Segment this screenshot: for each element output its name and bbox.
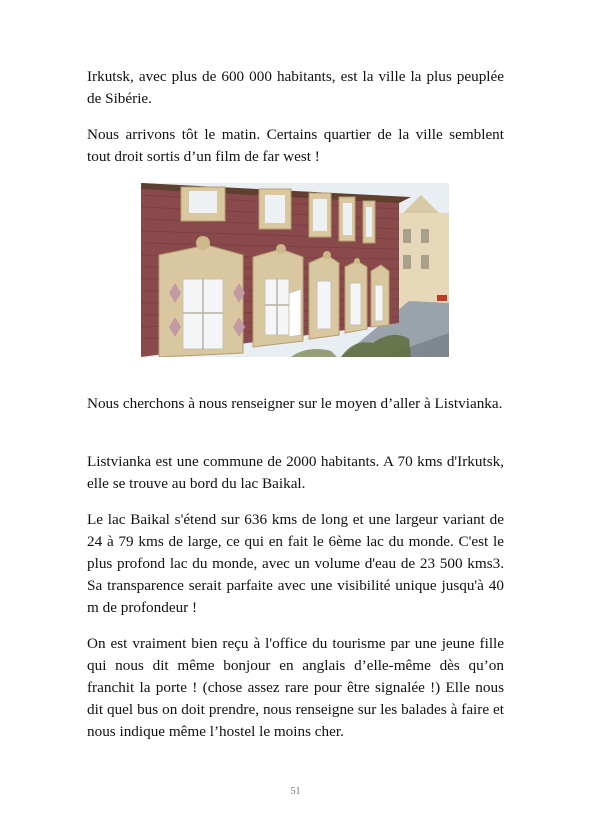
paragraph-irkutsk-population: Irkutsk, avec plus de 600 000 habitants, est la ville la plus peuplée de Sibérie. (87, 68, 504, 107)
photo-wooden-house (141, 183, 449, 357)
paragraph-arrival: Nous arrivons tôt le matin. Certains quartier de la ville semblent tout droit sortis d’un film de far west ! (87, 126, 504, 165)
paragraph-lake-baikal: Le lac Baikal s'étend sur 636 kms de long et une largeur variant de 24 à 79 kms de large, ce qui en fait le 6ème lac du monde. C'est le plus profond lac du monde, avec un volume d'eau de 23 500 kms3. Sa transparence serait parfaite avec une visibilité unique jusqu'à 40 m de profondeur ! (87, 511, 504, 616)
paragraph-tourism-office: On est vraiment bien reçu à l'office du tourisme par une jeune fille qui nous dit même bonjour en anglais d’elle-même dès qu’on franchit la porte ! (chose assez rare pour être signalée !) Elle nous dit quel bus on doit prendre, nous renseigne sur les balades à faire et nous indique même l’hostel le moins cher. (87, 635, 504, 740)
paragraph-listvianka-description: Listvianka est une commune de 2000 habitants. A 70 kms d'Irkutsk, elle se trouve au bord du lac Baikal. (87, 453, 504, 492)
page-number: 51 (290, 786, 301, 797)
paragraph-listvianka-search: Nous cherchons à nous renseigner sur le moyen d’aller à Listvianka. (87, 395, 503, 412)
